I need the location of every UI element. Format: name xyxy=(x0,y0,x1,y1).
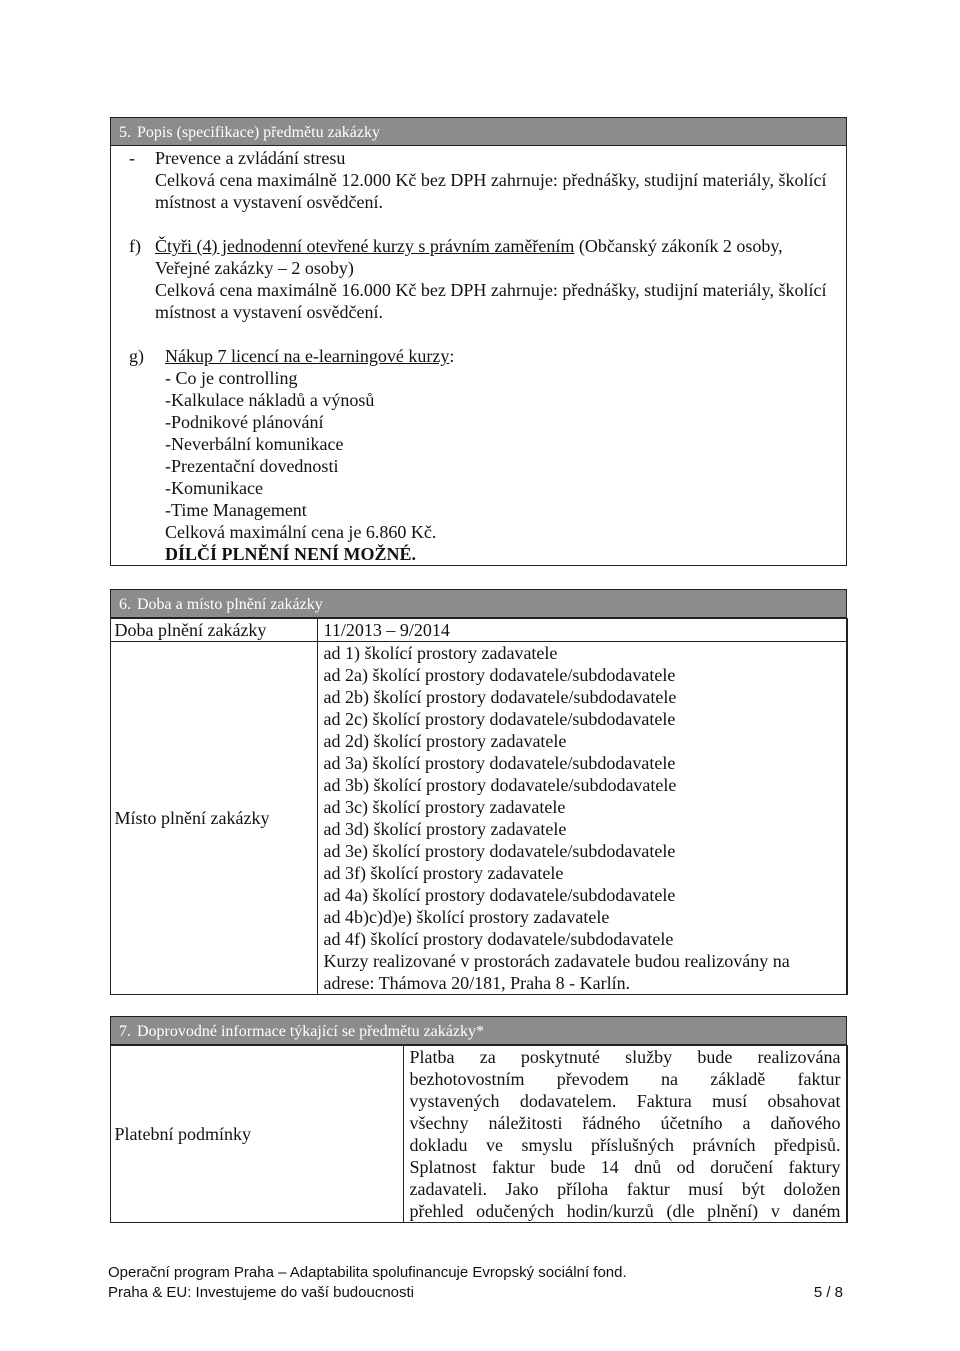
item-g-price: Celková maximální cena je 6.860 Kč. xyxy=(165,522,437,542)
list-item: ad 3f) školící prostory zadavatele xyxy=(323,863,564,883)
section-7-title: Doprovodné informace týkající se předmětu zakázky* xyxy=(137,1023,484,1040)
item-f xyxy=(129,235,846,279)
item-g-label: g) xyxy=(129,346,144,366)
row-value-payment xyxy=(403,1046,847,1223)
footer-line-2: Praha & EU: Investujeme do vaší budoucnosti xyxy=(108,1284,415,1301)
row-value-period: 11/2013 – 9/2014 xyxy=(317,619,847,642)
section-6-table xyxy=(110,618,848,995)
payment-line: vystavených dodavatelem. Faktura musí obsahovat xyxy=(409,1091,841,1111)
places-note: Kurzy realizované v prostorách zadavatele budou realizovány na adrese: Thámova 20/181, Praha 8 - Karlín. xyxy=(323,951,790,993)
list-item: ad 2b) školící prostory dodavatele/subdodavatele xyxy=(323,687,677,707)
item-f-label: f) xyxy=(129,236,141,256)
item-g-list xyxy=(165,367,454,521)
section-6-title: Doba a místo plnění zakázky xyxy=(137,596,323,613)
list-item: -Prezentační dovednosti xyxy=(165,456,339,476)
item-e-bullet: - Prevence a zvládání stresu xyxy=(129,148,346,168)
list-item: ad 2a) školící prostory dodavatele/subdodavatele xyxy=(323,665,676,685)
row-value-place xyxy=(317,642,847,995)
section-6 xyxy=(110,589,847,995)
payment-line: přehled odučených hodin/kurzů (dle plnění) v daném xyxy=(409,1201,841,1221)
list-item: ad 2d) školící prostory zadavatele xyxy=(323,731,567,751)
section-5-title: Popis (specifikace) předmětu zakázky xyxy=(137,124,381,141)
section-5 xyxy=(110,117,847,566)
list-item: -Time Management xyxy=(165,500,307,520)
table-row xyxy=(110,1046,847,1223)
payment-line: dokladu ve smyslu příslušných právních předpisů. xyxy=(409,1135,841,1155)
item-g-title: Nákup 7 licencí na e-learningové kurzy xyxy=(165,346,450,366)
table-row xyxy=(110,642,847,995)
list-item: ad 3d) školící prostory zadavatele xyxy=(323,819,567,839)
section-7 xyxy=(110,1016,847,1223)
list-item: - Co je controlling xyxy=(165,368,298,388)
section-7-number: 7. xyxy=(119,1023,131,1040)
item-f-price: Celková cena maximálně 16.000 Kč bez DPH zahrnuje: přednášky, studijní materiály, školící místnost a vystavení osvědčení. xyxy=(155,280,827,322)
item-f-rest: (Občanský zákoník 2 osoby, Veřejné zakázky – 2 osoby) xyxy=(155,236,783,278)
section-6-number: 6. xyxy=(119,596,131,613)
section-7-header xyxy=(111,1017,846,1045)
list-item: -Komunikace xyxy=(165,478,263,498)
section-5-header xyxy=(111,118,846,146)
section-6-header xyxy=(111,590,846,618)
payment-line: Splatnost faktur bude 14 dnů od doručení faktury xyxy=(409,1157,841,1177)
list-item: ad 3c) školící prostory zadavatele xyxy=(323,797,566,817)
page-number: 5 / 8 xyxy=(813,1284,843,1301)
list-item: ad 4b)c)d)e) školící prostory zadavatele xyxy=(323,907,610,927)
list-item: ad 4f) školící prostory dodavatele/subdodavatele xyxy=(323,929,674,949)
list-item: ad 2c) školící prostory dodavatele/subdodavatele xyxy=(323,709,676,729)
footer xyxy=(108,1263,843,1303)
section-7-table xyxy=(110,1045,848,1223)
row-label-place: Místo plnění zakázky xyxy=(110,642,317,995)
item-g: g) Nákup 7 licencí na e-learningové kurzy: - Co je controlling -Kalkulace nákladů a výnosů -Podnikové plánování -Neverbální komunikace -Prezentační dovednosti -Komunikace -Time Management Celková maximální cena je 6.860 Kč. DÍLČÍ PLNĚNÍ NENÍ MOŽNÉ. xyxy=(129,346,455,564)
section-5-body xyxy=(111,146,846,565)
payment-line: bezhotovostním převodem na základě faktur xyxy=(409,1069,841,1089)
item-f-title: Čtyři (4) jednodenní otevřené kurzy s právním zaměřením xyxy=(155,236,575,256)
item-e-bullet-text: Prevence a zvládání stresu xyxy=(155,148,346,168)
list-item: ad 3e) školící prostory dodavatele/subdodavatele xyxy=(323,841,676,861)
row-label-period: Doba plnění zakázky xyxy=(110,619,317,642)
list-item: -Kalkulace nákladů a výnosů xyxy=(165,390,375,410)
table-row xyxy=(110,619,847,642)
footer-line-1: Operační program Praha – Adaptabilita spolufinancuje Evropský sociální fond. xyxy=(108,1264,627,1281)
list-item: ad 1) školící prostory zadavatele xyxy=(323,643,558,663)
list-item: ad 4a) školící prostory dodavatele/subdodavatele xyxy=(323,885,676,905)
list-item: ad 3b) školící prostory dodavatele/subdodavatele xyxy=(323,775,677,795)
payment-line: zadavateli. Jako příloha faktur musí být doložen xyxy=(409,1179,841,1199)
payment-line: všechny náležitosti řádného účetního a daňového xyxy=(409,1113,841,1133)
list-item: ad 3a) školící prostory dodavatele/subdodavatele xyxy=(323,753,676,773)
section-5-number: 5. xyxy=(119,124,131,141)
item-g-note: DÍLČÍ PLNĚNÍ NENÍ MOŽNÉ. xyxy=(165,544,417,564)
list-item: -Neverbální komunikace xyxy=(165,434,344,454)
payment-line: Platba za poskytnuté služby bude realizována xyxy=(409,1047,841,1067)
item-e-price: Celková cena maximálně 12.000 Kč bez DPH zahrnuje: přednášky, studijní materiály, školící místnost a vystavení osvědčení. xyxy=(155,170,827,212)
row-label-payment: Platební podmínky xyxy=(110,1046,403,1223)
list-item: -Podnikové plánování xyxy=(165,412,324,432)
